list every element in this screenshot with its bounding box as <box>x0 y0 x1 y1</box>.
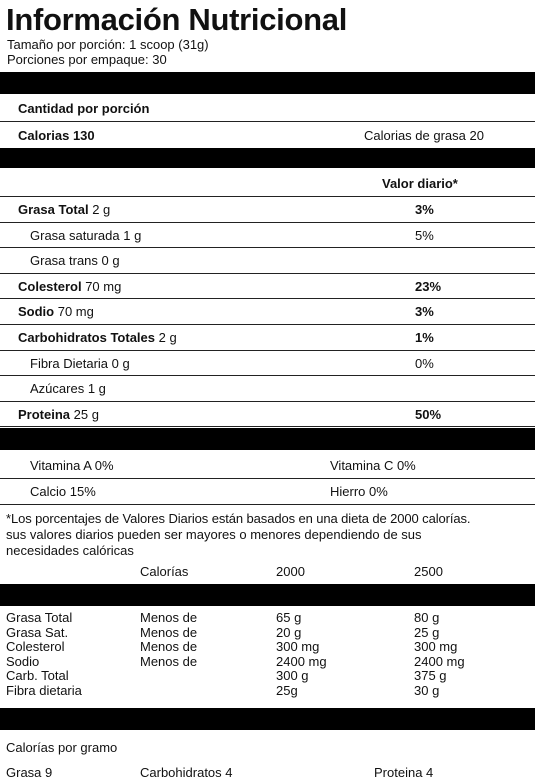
nutrient-row <box>0 376 535 402</box>
nutrient-row <box>0 351 535 377</box>
divider <box>0 504 535 505</box>
nutrient-name <box>30 228 141 243</box>
nutrient-row <box>0 248 535 274</box>
footnote-line-1: *Los porcentajes de Valores Diarios están basados en una dieta de 2000 calorías. <box>6 511 471 526</box>
servings-per-container: Porciones por empaque: 30 <box>7 52 167 67</box>
ref-2500: 375 g <box>414 668 447 684</box>
nutrient-amount: 1 g <box>123 227 142 243</box>
nutrient-label: Grasa Total <box>18 202 89 217</box>
footnote-line-2: sus valores diarios pueden ser mayores o menores dependiendo de sus <box>6 527 422 542</box>
nutrient-row <box>0 325 535 351</box>
nutrient-name <box>18 202 110 217</box>
nutrient-label: Colesterol <box>18 278 82 294</box>
nutrient-amount: 25 g <box>73 406 99 422</box>
nutrient-name <box>18 304 94 319</box>
calories-value: 130 <box>72 128 95 143</box>
daily-value-header: Valor diario* <box>382 176 458 191</box>
ref-nutrient: Colesterol <box>6 639 65 655</box>
ref-qualifier: Menos de <box>140 653 198 669</box>
nutrient-label: Sodio <box>18 304 55 320</box>
nutrient-amount: 0 g <box>101 253 120 269</box>
vitamin-c: Vitamina C 0% <box>330 458 416 473</box>
nutrient-daily-value: 50% <box>415 406 442 422</box>
nutrient-row <box>0 197 535 223</box>
ref-2000: 65 g <box>276 610 302 625</box>
ref-2500: 2400 mg <box>414 653 465 669</box>
ref-2000: 2400 mg <box>276 653 327 669</box>
ref-qualifier: Menos de <box>140 610 198 625</box>
ref-2500: 25 g <box>414 624 440 640</box>
nutrient-name <box>30 253 120 268</box>
thick-divider <box>0 148 535 168</box>
nutrient-label: Grasa trans <box>30 253 98 269</box>
nutrient-name <box>18 407 99 422</box>
ref-2000: 300 mg <box>276 639 320 655</box>
iron: Hierro 0% <box>330 484 388 499</box>
ref-nutrient: Fibra dietaria <box>6 683 82 698</box>
calcium: Calcio 15% <box>30 484 96 499</box>
nutrient-row <box>0 402 535 428</box>
thick-divider <box>0 428 535 450</box>
nutrient-daily-value: 3% <box>415 202 434 217</box>
nutrient-name <box>18 330 177 345</box>
ref-qualifier: Menos de <box>140 639 198 655</box>
nutrient-label: Carbohidratos Totales <box>18 330 156 345</box>
thick-divider <box>0 708 535 730</box>
label-title: Información Nutricional <box>6 2 348 37</box>
per-gram-carbs: Carbohidratos 4 <box>140 765 233 780</box>
divider <box>0 478 535 479</box>
nutrient-amount: 70 mg <box>57 304 94 320</box>
per-gram-protein: Proteina 4 <box>374 765 434 780</box>
nutrient-amount: 2 g <box>92 202 111 217</box>
ref-2500: 80 g <box>414 610 440 625</box>
per-gram-fat: Grasa 9 <box>6 765 53 780</box>
ref-nutrient: Sodio <box>6 653 40 669</box>
divider <box>0 121 535 122</box>
nutrient-name <box>18 279 121 294</box>
footnote-header-2500: 2500 <box>414 564 443 579</box>
nutrient-amount: 2 g <box>158 330 177 345</box>
nutrient-amount: 1 g <box>87 381 106 397</box>
calories <box>18 128 95 143</box>
nutrient-daily-value: 3% <box>415 304 434 320</box>
calories-per-gram-title: Calorías por gramo <box>6 740 118 755</box>
calories-from-fat: Calorias de grasa 20 <box>364 128 484 143</box>
ref-2500: 300 mg <box>414 639 458 655</box>
ref-nutrient: Carb. Total <box>6 668 69 684</box>
nutrient-amount: 0 g <box>111 355 130 371</box>
nutrient-name <box>30 381 106 396</box>
nutrient-daily-value: 5% <box>415 227 434 243</box>
nutrient-daily-value: 1% <box>415 330 434 345</box>
nutrient-amount: 70 mg <box>85 278 122 294</box>
nutrient-row <box>0 223 535 249</box>
ref-2000: 25g <box>276 683 298 698</box>
nutrient-row <box>0 299 535 325</box>
amount-per-serving: Cantidad por porción <box>18 101 150 116</box>
thick-divider <box>0 584 535 606</box>
vitamin-a: Vitamina A 0% <box>30 458 114 473</box>
ref-nutrient: Grasa Total <box>6 610 73 625</box>
ref-qualifier: Menos de <box>140 624 198 640</box>
calories-label: Calorias <box>18 128 70 143</box>
nutrient-name <box>30 356 130 371</box>
ref-2000: 300 g <box>276 668 309 684</box>
nutrient-label: Fibra Dietaria <box>30 355 109 371</box>
nutrient-label: Proteina <box>18 406 71 422</box>
ref-2500: 30 g <box>414 683 440 698</box>
nutrient-daily-value: 23% <box>415 278 442 294</box>
nutrient-label: Azúcares <box>30 381 85 397</box>
footnote-line-3: necesidades calóricas <box>6 543 134 558</box>
thick-divider <box>0 72 535 94</box>
ref-nutrient: Grasa Sat. <box>6 624 69 640</box>
ref-2000: 20 g <box>276 624 302 640</box>
nutrient-row <box>0 274 535 300</box>
footnote-header-2000: 2000 <box>276 564 305 579</box>
nutrient-daily-value: 0% <box>415 355 434 371</box>
footnote-header-calories: Calorías <box>140 564 189 579</box>
nutrient-label: Grasa saturada <box>30 227 120 243</box>
serving-size: Tamaño por porción: 1 scoop (31g) <box>7 37 209 52</box>
